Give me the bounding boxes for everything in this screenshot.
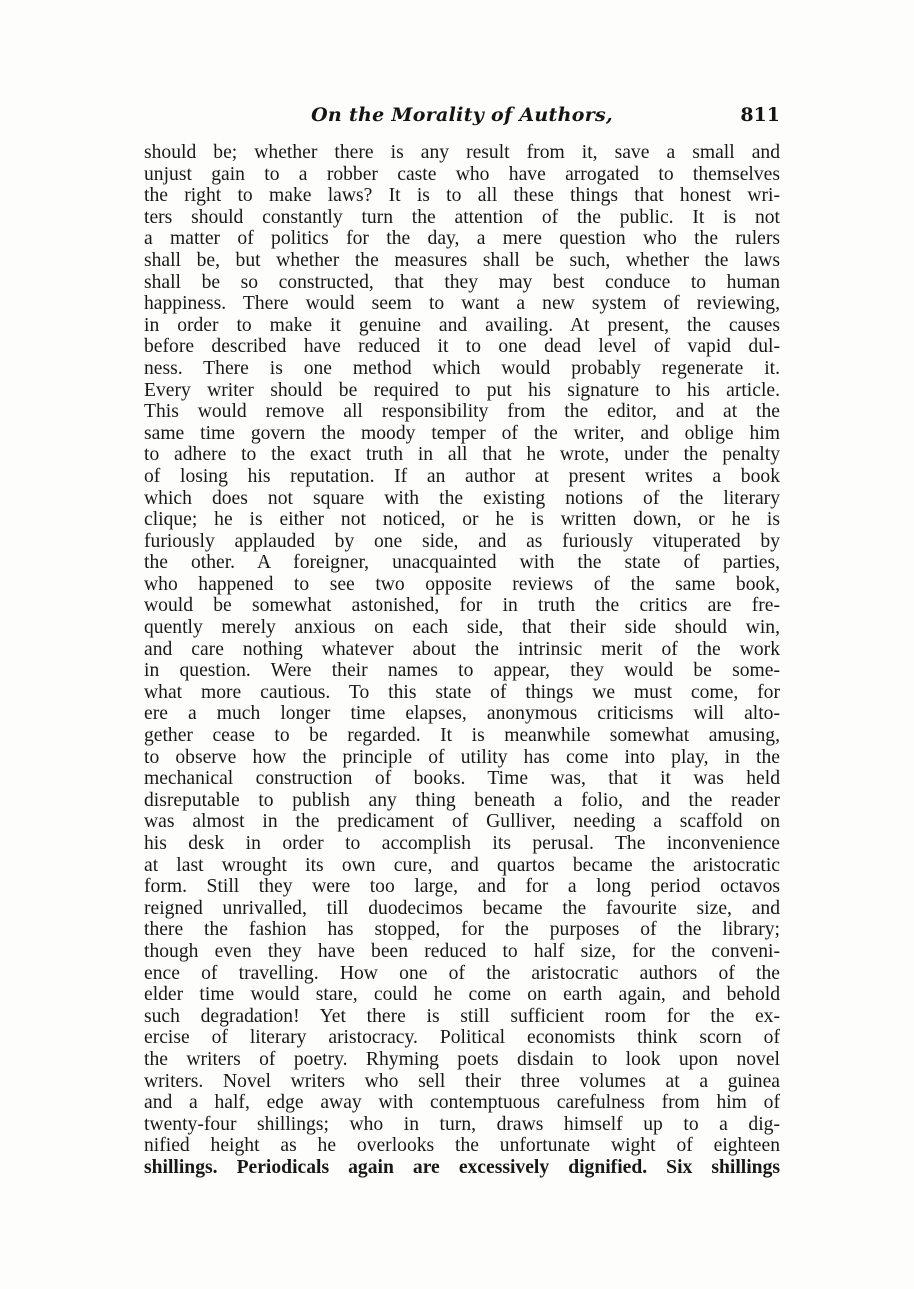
text-line: was almost in the predicament of Gulliver, needing a scaffold on bbox=[144, 811, 780, 833]
text-line: nified height as he overlooks the unfortunate wight of eighteen bbox=[144, 1135, 780, 1157]
text-line: furiously applauded by one side, and as furiously vituperated by bbox=[144, 530, 780, 552]
text-line: at last wrought its own cure, and quartos became the aristocratic bbox=[144, 854, 780, 876]
text-line: would be somewhat astonished, for in truth the critics are fre- bbox=[144, 595, 780, 617]
text-line: in question. Were their names to appear, they would be some- bbox=[144, 660, 780, 682]
text-line: though even they have been reduced to half size, for the conveni- bbox=[144, 940, 780, 962]
text-line: before described have reduced it to one dead level of vapid dul- bbox=[144, 336, 780, 358]
text-line: writers. Novel writers who sell their three volumes at a guinea bbox=[144, 1070, 780, 1092]
text-line: form. Still they were too large, and for a long period octavos bbox=[144, 876, 780, 898]
text-line: who happened to see two opposite reviews of the same book, bbox=[144, 573, 780, 595]
text-line: unjust gain to a robber caste who have arrogated to themselves bbox=[144, 163, 780, 185]
text-line: the right to make laws? It is to all these things that honest wri- bbox=[144, 185, 780, 207]
text-line: shall be so constructed, that they may best conduce to human bbox=[144, 271, 780, 293]
text-line: ere a much longer time elapses, anonymous criticisms will alto- bbox=[144, 703, 780, 725]
text-line: gether cease to be regarded. It is meanwhile somewhat amusing, bbox=[144, 725, 780, 747]
text-line: This would remove all responsibility from the editor, and at the bbox=[144, 401, 780, 423]
text-line: and care nothing whatever about the intrinsic merit of the work bbox=[144, 638, 780, 660]
text-line: which does not square with the existing notions of the literary bbox=[144, 487, 780, 509]
text-line: twenty-four shillings; who in turn, draws himself up to a dig- bbox=[144, 1113, 780, 1135]
text-line: his desk in order to accomplish its perusal. The inconvenience bbox=[144, 833, 780, 854]
text-line: ters should constantly turn the attention of the public. It is not bbox=[144, 206, 780, 228]
text-line: ence of travelling. How one of the aristocratic authors of the bbox=[144, 962, 780, 984]
text-line: the writers of poetry. Rhyming poets disdain to look upon novel bbox=[144, 1048, 780, 1070]
text-line: quently merely anxious on each side, that their side should win, bbox=[144, 617, 780, 639]
text-line: and a half, edge away with contemptuous carefulness from him of bbox=[144, 1092, 780, 1114]
text-line: of losing his reputation. If an author at present writes a book bbox=[144, 465, 780, 487]
text-line: a matter of politics for the day, a mere question who the rulers bbox=[144, 228, 780, 250]
text-line: mechanical construction of books. Time was, that it was held bbox=[144, 768, 780, 790]
text-line: there the fashion has stopped, for the purposes of the library; bbox=[144, 919, 780, 941]
text-line: clique; he is either not noticed, or he is written down, or he is bbox=[144, 509, 780, 531]
text-line: in order to make it genuine and availing. At present, the causes bbox=[144, 314, 780, 336]
text-line: the other. A foreigner, unacquainted with the state of parties, bbox=[144, 552, 780, 574]
text-line: happiness. There would seem to want a new system of reviewing, bbox=[144, 293, 780, 315]
text-line: Every writer should be required to put his signature to his article. bbox=[144, 379, 780, 401]
text-line: same time govern the moody temper of the writer, and oblige him bbox=[144, 422, 780, 444]
text-line: to observe how the principle of utility has come into play, in the bbox=[144, 746, 780, 768]
running-title: On the Morality of Authors, bbox=[311, 104, 613, 126]
text-line: elder time would stare, could he come on earth again, and behold bbox=[144, 984, 780, 1006]
text-line: reigned unrivalled, till duodecimos became the favourite size, and bbox=[144, 897, 780, 919]
text-line: disreputable to publish any thing beneath a folio, and the reader bbox=[144, 789, 780, 811]
text-line: shillings. Periodicals again are excessively dignified. Six shillings bbox=[144, 1156, 780, 1178]
text-line: such degradation! Yet there is still sufficient room for the ex- bbox=[144, 1005, 780, 1027]
running-head bbox=[144, 104, 780, 136]
page-number: 811 bbox=[740, 104, 780, 126]
text-line: ercise of literary aristocracy. Political economists think scorn of bbox=[144, 1027, 780, 1049]
text-line: should be; whether there is any result from it, save a small and bbox=[144, 142, 780, 163]
text-line: what more cautious. To this state of things we must come, for bbox=[144, 681, 780, 703]
text-line: shall be, but whether the measures shall be such, whether the laws bbox=[144, 249, 780, 271]
body-text bbox=[144, 142, 780, 1179]
text-line: ness. There is one method which would probably regenerate it. bbox=[144, 357, 780, 379]
text-line: to adhere to the exact truth in all that he wrote, under the penalty bbox=[144, 444, 780, 466]
